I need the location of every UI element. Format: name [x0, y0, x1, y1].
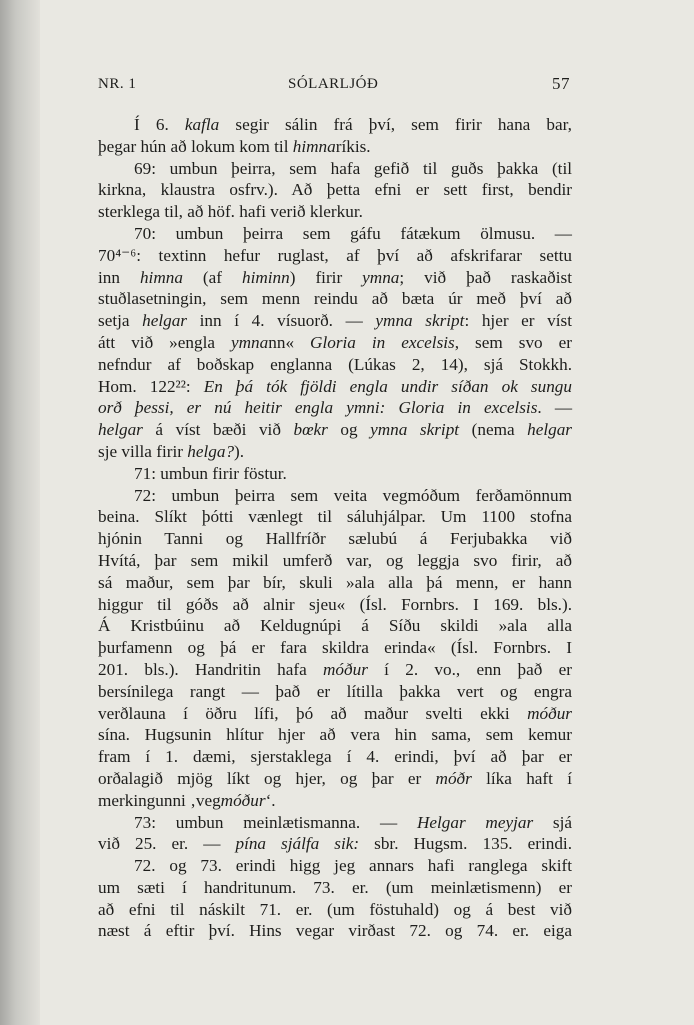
text-line: higgur til góðs að alnir sjeu« (Ísl. Fornbrs. I 169. bls.).: [98, 594, 572, 614]
text-line: inn himna (af himinn) firir ymna; við það raskaðist: [98, 267, 572, 287]
text-line: merkingunni ‚vegmóður‘.: [98, 790, 276, 810]
text-line: fram í 1. dæmi, sjerstaklega í 4. erindi, því að þar er: [98, 747, 572, 767]
text-line: við 25. er. — pína sjálfa sik: sbr. Hugsm. 135. erindi.: [98, 834, 573, 854]
issue-number: NR. 1: [98, 76, 137, 92]
text-line: þegar hún að lokum kom til himnaríkis.: [98, 136, 371, 156]
commentary-text: [98, 114, 572, 942]
text-line: 201. bls.). Handritin hafa móður í 2. vo., enn það er: [98, 659, 572, 679]
text-line: 69: umbun þeirra, sem hafa gefið til guðs þakka (til: [134, 158, 572, 178]
text-line: Hvítá, þar sem mikil umferð var, og leggja svo firir, að: [98, 550, 572, 570]
text-line: Á Kristbúinu að Keldugnúpi á Síðu skildi »ala alla: [98, 616, 572, 636]
text-line: setja helgar inn í 4. vísuorð. — ymna skript: hjer er víst: [98, 311, 572, 331]
page-number: 57: [552, 74, 570, 93]
text-line: Í 6. kafla segir sálin frá því, sem firir hana bar,: [134, 115, 572, 134]
text-line: beina. Slíkt þótti vænlegt til sáluhjálpar. Um 1100 stofna: [98, 507, 572, 527]
text-line: að efni til náskilt 71. er. (um föstuhald) og á best við: [98, 899, 572, 919]
text-line: stuðlasetningin, sem menn reindu að bæta úr með því að: [98, 289, 572, 309]
text-line: 71: umbun firir föstur.: [134, 463, 287, 483]
text-line: nefndur af boðskap englanna (Lúkas 2, 14), sjá Stokkh.: [98, 354, 572, 374]
text-line: orðalagið mjög líkt og hjer, og þar er móðr líka haft í: [98, 768, 572, 788]
text-line: um sæti í handritunum. 73. er. (um meinlætismenn) er: [98, 877, 572, 897]
text-line: þurfamenn og þá er fara skildra erinda« (Ísl. Fornbrs. I: [98, 638, 572, 658]
text-line: sína. Hugsunin hlítur hjer að vera hin sama, sem kemur: [98, 725, 572, 745]
text-line: orð þessi, er nú heitir engla ymni: Gloria in excelsis. —: [98, 398, 572, 418]
page-gutter-shadow: [0, 0, 40, 1025]
text-line: Hom. 122²²: En þá tók fjöldi engla undir síðan ok sungu: [98, 376, 572, 396]
text-line: bersínilega rangt — það er lítilla þakka vert og engra: [98, 681, 572, 701]
text-line: verðlauna í öðru lífi, þó að maður svelti ekki móður: [98, 703, 572, 723]
text-line: 72. og 73. erindi higg jeg annars hafi ranglega skift: [134, 856, 572, 876]
text-line: 70⁴⁻⁶: textinn hefur ruglast, af því að afskrifarar settu: [98, 245, 572, 265]
running-head: [98, 76, 570, 98]
text-line: kirkna, klaustra osfrv.). Að þetta efni er sett first, bendir: [98, 180, 572, 200]
text-line: átt við »engla ymnann« Gloria in excelsis, sem svo er: [98, 332, 572, 352]
text-line: hjónin Tanni og Hallfríðr sælubú á Ferjubakka við: [98, 529, 572, 549]
text-line: sterklega til, að höf. hafi verið klerkur.: [98, 202, 363, 222]
text-line: sá maður, sem þar bír, skuli »ala alla þá menn, er hann: [98, 572, 572, 592]
text-line: 73: umbun meinlætismanna. — Helgar meyjar sjá: [134, 812, 573, 832]
running-title: SÓLARLJÓÐ: [288, 76, 379, 92]
text-line: næst á eftir því. Hins vegar virðast 72. og 74. er. eiga: [98, 921, 572, 941]
text-line: sje villa firir helga?).: [98, 441, 245, 461]
text-line: 70: umbun þeirra sem gáfu fátækum ölmusu. —: [134, 223, 572, 243]
text-line: 72: umbun þeirra sem veita vegmóðum ferðamönnum: [134, 485, 572, 505]
text-line: helgar á víst bæði við bœkr og ymna skript (nema helgar: [98, 420, 572, 440]
